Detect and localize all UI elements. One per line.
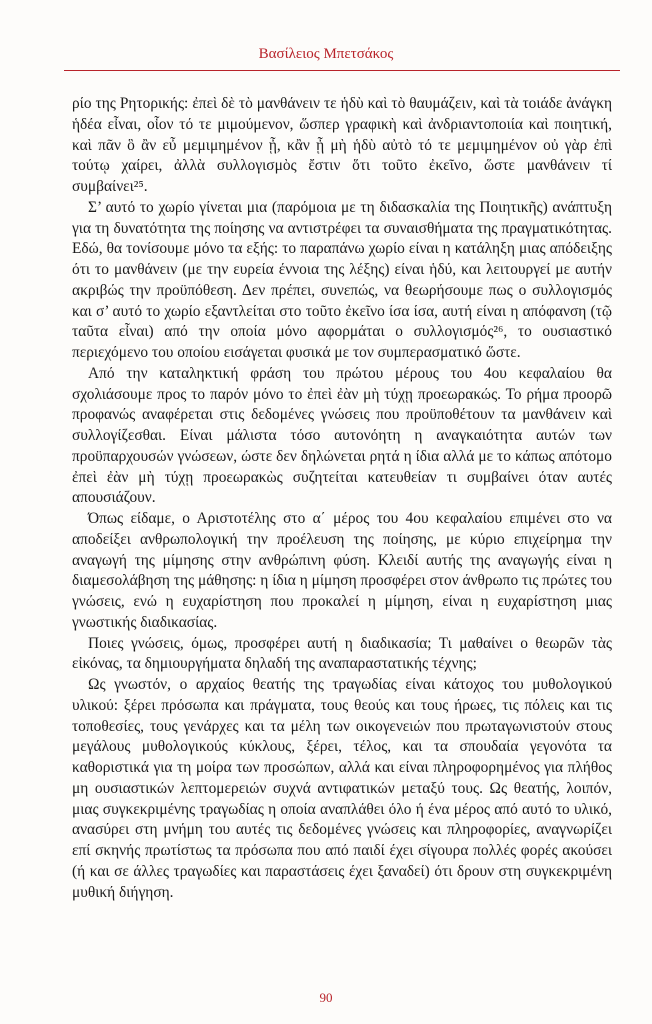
paragraph-1: ρίο της Ρητορικής: ἐπεὶ δὲ τὸ μανθάνειν τε ἡδὺ καὶ τὸ θαυμάζειν, καὶ τὰ τοιάδε ἀνάγκη ἡδέα εἶναι, οἷον τό τε μιμούμενον, ὥσπερ γραφικὴ καὶ ἀνδριαντοποιία καὶ ποιητική, καὶ πᾶν ὃ ἂν εὖ μεμιμημένον ᾖ, κἂν ᾖ μὴ ἡδὺ αὐτὸ τό τε μεμιμημένον οὐ γὰρ ἐπὶ τούτῳ χαίρει, ἀλλὰ συλλογισμὸς ἔστιν ὅτι τοῦτο ἐκεῖνο, ὥστε μανθάνειν τί συμβαίνει²⁵. xyxy=(72,95,612,195)
paragraph-5: Ποιες γνώσεις, όμως, προσφέρει αυτή η διαδικασία; Τι μαθαίνει ο θεωρῶν τὰς εἰκόνας, τα δημιουργήματα δηλαδή της αναπαραστατικής τέχνης; xyxy=(72,634,612,673)
paragraph-2: Σ’ αυτό το χωρίο γίνεται μια (παρόμοια με τη διδασκαλία της Ποιητικῆς) ανάπτυξη για τη δυνατότητα της ποίησης να αντιστρέφει τα συναισθήματα της πραγματικότητας. Εδώ, θα τονίσουμε μόνο τα εξής: το παραπάνω χωρίο είναι η κατάληξη μιας απόδειξης ότι το μανθάνειν (με την ευρεία έννοια της λέξης) είναι ἡδύ, και λειτουργεί με αυτήν ακριβώς την προϋπόθεση. Δεν πρέπει, συνεπώς, να θεωρήσουμε πως ο συλλογισμός και σ’ αυτό το χωρίο εξαντλείται στο τοῦτο ἐκεῖνο ίσα ίσα, αυτή είναι η απόφανση (τῷ ταῦτα εἶναι) από την οποία μόνο αφορμάται ο συλλογισμός²⁶, το ουσιαστικό περιεχόμενο του οποίου εισάγεται φυσικά με τον συμπερασματικό ὥστε. xyxy=(72,198,612,361)
header-rule xyxy=(64,70,620,71)
running-title: Βασίλειος Μπετσάκος xyxy=(258,46,394,62)
page-number: 90 xyxy=(319,990,333,1005)
paragraph-4: Όπως είδαμε, ο Αριστοτέλης στο α΄ μέρος του 4ου κεφαλαίου επιμένει στο να αποδείξει ανθρωπολογική την προέλευση της ποίησης, με κύριο επιχείρημα την αναγωγή της μίμησης στην ανθρώπινη φύση. Κλειδί αυτής της αναγωγής είναι η διαμεσολάβηση της μάθησης: η ίδια η μίμηση προσφέρει στον άνθρωπο τις πρώτες του γνώσεις, ενώ η ευχαρίστηση που προκαλεί η μίμηση, είναι η ευχαρίστηση μιας γνωστικής διαδικασίας. xyxy=(72,510,612,631)
paragraph-6: Ως γνωστόν, ο αρχαίος θεατής της τραγωδίας είναι κάτοχος του μυθολογικού υλικού: ξέρει πρόσωπα και πράγματα, τους θεούς και τους ήρωες, τις πόλεις και τις τοποθεσίες, τους γενάρχες και τα μέλη των οικογενειών που πρωταγωνιστούν στους μεγάλους μυθολογικούς κύκλους, ξέρει, τέλος, και τα σπουδαία γεγονότα τα καθοριστικά για τη μοίρα των προσώπων, αλλά και είναι πληροφορημένος για πλήθος μη ουσιαστικών λεπτομερειών συχνά αντιφατικών μεταξύ τους. Ως θεατής, λοιπόν, μιας συγκεκριμένης τραγωδίας η οποία αναπλάθει όλο ή ένα μέρος από αυτό το υλικό, ανασύρει στη μνήμη του αυτές τις δεδομένες γνώσεις και πληροφορίες, αναγνωρίζει επί σκηνής πρωτίστως τα πρόσωπα που από παιδί έχει σίγουρα πολλές φορές ακούσει (ή και σε άλλες τραγωδίες και παραστάσεις έχει ξαναδεί) ότι δρουν στη συγκεκριμένη μυθική διήγηση. xyxy=(72,676,612,901)
body-text xyxy=(72,94,612,903)
paragraph-3: Από την καταληκτική φράση του πρώτου μέρους του 4ου κεφαλαίου θα σχολιάσουμε προς το παρόν μόνο το ἐπεὶ ἐὰν μὴ τύχῃ προεωρακώς. Το ρήμα προορῶ προφανώς αναφέρεται στις δεδομένες γνώσεις που προϋποθέτουν τα μανθάνειν καὶ συλλογίζεσθαι. Είναι μάλιστα τόσο αυτονόητη η αναγκαιότητα αυτών των προϋπαρχουσών γνώσεων, ώστε δεν δηλώνεται ρητά η ίδια αλλά με το κάπως απότομο ἐπεὶ ἐὰν μὴ τύχῃ προεωρακὼς συζητείται κατευθείαν τι συμβαίνει όταν αυτές απουσιάζουν. xyxy=(72,364,612,507)
